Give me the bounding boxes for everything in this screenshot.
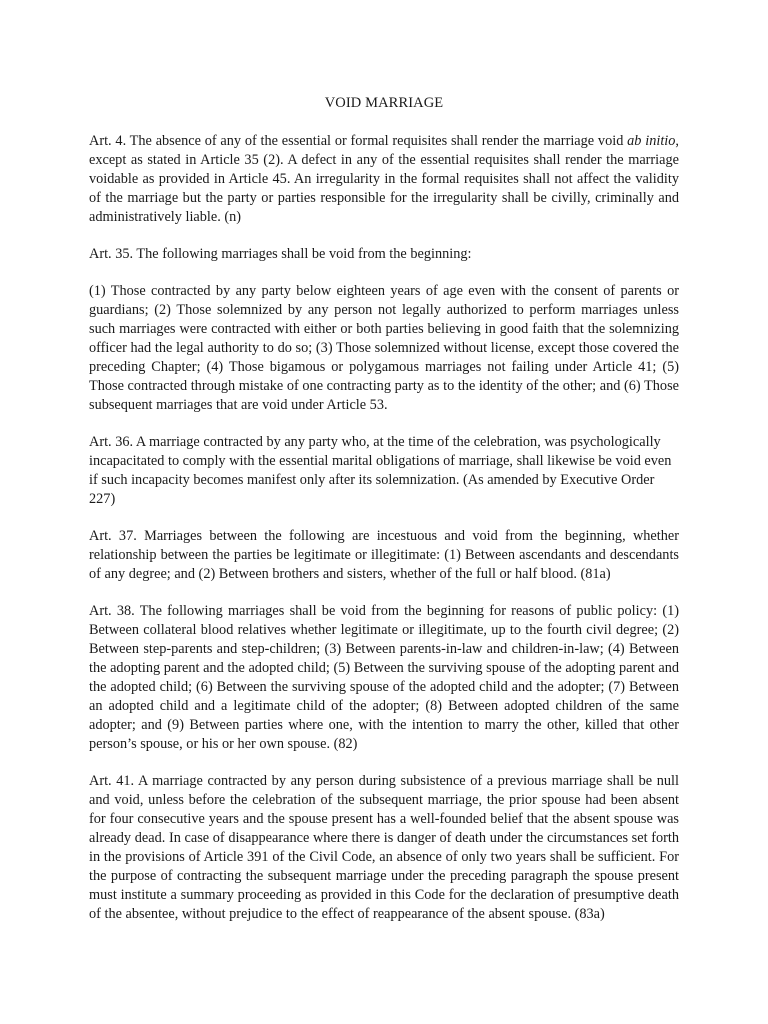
article-37-paragraph: Art. 37. Marriages between the following are incestuous and void from the beginning, whether relationship between the parties be legitimate or illegitimate: (1) Between ascendants and descendants of any degree; and (2) Between brothers and sisters, whether of the full or half blood. (81a) bbox=[89, 528, 679, 582]
article-41-paragraph: Art. 41. A marriage contracted by any person during subsistence of a previous marriage shall be null and void, unless before the celebration of the subsequent marriage, the prior spouse had been absent for four consecutive years and the spouse present has a well-founded belief that the absent spouse was already dead. In case of disappearance where there is danger of death under the circumstances set forth in the provisions of Article 391 of the Civil Code, an absence of only two years shall be sufficient. For the purpose of contracting the subsequent marriage under the preceding paragraph the spouse present must institute a summary proceeding as provided in this Code for the declaration of presumptive death of the absentee, without prejudice to the effect of reappearance of the absent spouse. (83a) bbox=[89, 773, 679, 922]
article-35-list: (1) Those contracted by any party below eighteen years of age even with the consent of parents or guardians; (2) Those solemnized by any person not legally authorized to perform marriages unless such marriages were contracted with either or both parties believing in good faith that the solemnizing officer had the legal authority to do so; (3) Those solemnized without license, except those covered the preceding Chapter; (4) Those bigamous or polygamous marriages not failing under Article 41; (5) Those contracted through mistake of one contracting party as to the identity of the other; and (6) Those subsequent marriages that are void under Article 53. bbox=[89, 283, 679, 413]
document-title: VOID MARRIAGE bbox=[324, 95, 444, 111]
article-4-text-start: Art. 4. The absence of any of the essential or formal requisites shall render the marriage void bbox=[89, 133, 628, 149]
article-35-intro: Art. 35. The following marriages shall be void from the beginning: bbox=[89, 246, 472, 262]
article-38-paragraph: Art. 38. The following marriages shall be void from the beginning for reasons of public policy: (1) Between collateral blood relatives whether legitimate or illegitimate, up to the fourth civil degree; (2) Between step-parents and step-children; (3) Between parents-in-law and children-in-law; (4) Between the adopting parent and the adopted child; (5) Between the surviving spouse of the adopting parent and the adopted child; (6) Between the surviving spouse of the adopted child and the adopter; (7) Between an adopted child and a legitimate child of the adopter; (8) Between adopted children of the same adopter; and (9) Between parties where one, with the intention to marry the other, killed that other person’s spouse, or his or her own spouse. (82) bbox=[89, 603, 679, 752]
article-36-paragraph: Art. 36. A marriage contracted by any party who, at the time of the celebration, was psychologically incapacitated to comply with the essential marital obligations of marriage, shall likewise be void even if such incapacity becomes manifest only after its solemnization. (As amended by Executive Order 227) bbox=[89, 434, 672, 507]
article-4-latin-term: ab initio bbox=[627, 133, 676, 149]
article-4-text-end: , except as stated in Article 35 (2). A defect in any of the essential requisites shall render the marriage voidable as provided in Article 45. An irregularity in the formal requisites shall not affect the validity of the marriage but the party or parties responsible for the irregularity shall be civilly, criminally and administratively liable. (n) bbox=[89, 133, 679, 225]
article-4-paragraph bbox=[89, 132, 679, 227]
